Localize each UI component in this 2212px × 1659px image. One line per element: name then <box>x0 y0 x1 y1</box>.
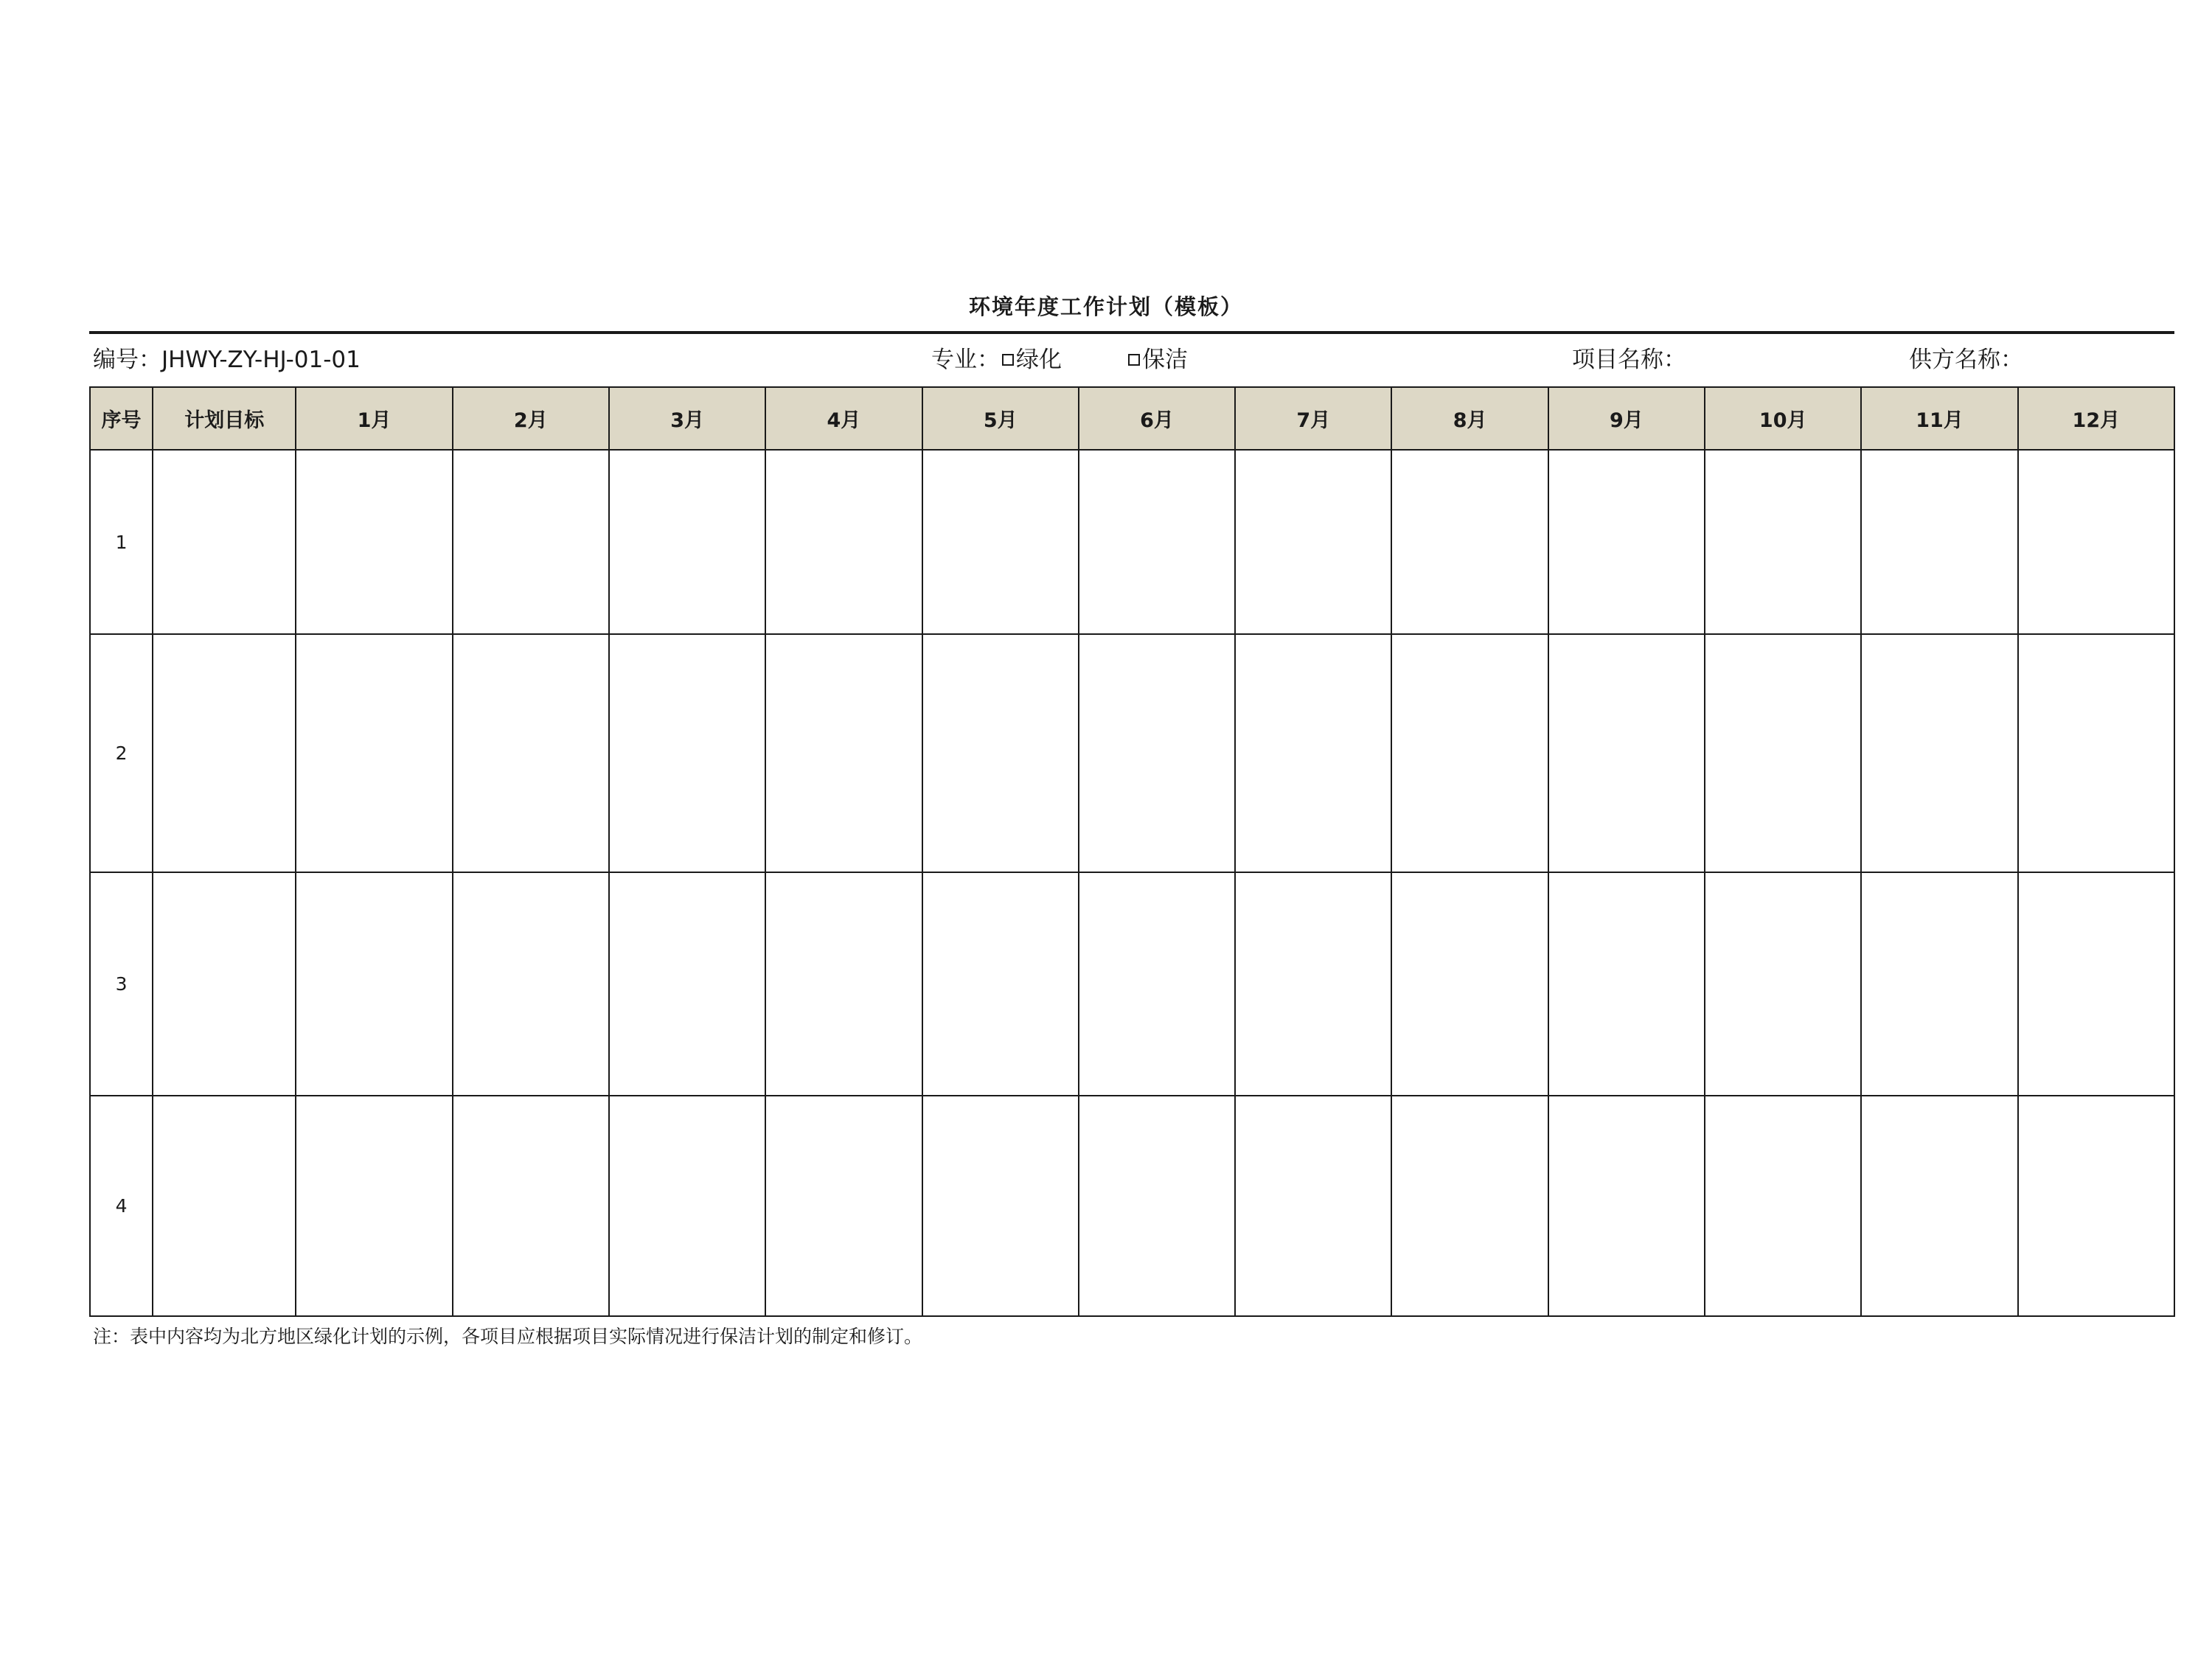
month-cell[interactable] <box>1705 450 1861 634</box>
month-cell[interactable] <box>765 450 922 634</box>
header-month-5: 5月 <box>922 387 1079 450</box>
month-cell[interactable] <box>1235 872 1391 1096</box>
table-row <box>90 634 2174 872</box>
cleaning-field <box>1126 345 1188 375</box>
greening-checkbox[interactable] <box>1002 354 1014 366</box>
month-cell[interactable] <box>922 872 1079 1096</box>
plan-target-cell[interactable] <box>153 450 296 634</box>
supplier-name-label: 供方名称： <box>1909 347 2023 373</box>
month-cell[interactable] <box>1235 634 1391 872</box>
header-month-7: 7月 <box>1235 387 1391 450</box>
greening-option-label: 绿化 <box>1016 347 1062 373</box>
month-cell[interactable] <box>1079 634 1235 872</box>
month-cell[interactable] <box>296 634 452 872</box>
supplier-name-field <box>1909 345 2023 375</box>
month-cell[interactable] <box>2018 872 2174 1096</box>
row-seq: 1 <box>90 450 153 634</box>
month-cell[interactable] <box>1705 634 1861 872</box>
plan-target-cell[interactable] <box>153 634 296 872</box>
month-cell[interactable] <box>1235 450 1391 634</box>
month-cell[interactable] <box>296 1096 452 1316</box>
header-month-10: 10月 <box>1705 387 1861 450</box>
month-cell[interactable] <box>1079 1096 1235 1316</box>
header-month-2: 2月 <box>453 387 609 450</box>
header-month-1: 1月 <box>296 387 452 450</box>
project-name-field <box>1572 345 1686 375</box>
month-cell[interactable] <box>296 450 452 634</box>
month-cell[interactable] <box>922 450 1079 634</box>
header-month-8: 8月 <box>1391 387 1548 450</box>
month-cell[interactable] <box>453 634 609 872</box>
table-header-row <box>90 387 2174 450</box>
month-cell[interactable] <box>1861 450 2017 634</box>
row-seq: 4 <box>90 1096 153 1316</box>
header-month-11: 11月 <box>1861 387 2017 450</box>
header-month-3: 3月 <box>609 387 765 450</box>
table-footnote: 注：表中内容均为北方地区绿化计划的示例，各项目应根据项目实际情况进行保洁计划的制定和修订。 <box>93 1326 923 1347</box>
project-name-label: 项目名称： <box>1572 347 1686 373</box>
month-cell[interactable] <box>1861 872 2017 1096</box>
month-cell[interactable] <box>765 634 922 872</box>
plan-table <box>89 386 2175 1317</box>
month-cell[interactable] <box>1391 1096 1548 1316</box>
month-cell[interactable] <box>765 1096 922 1316</box>
plan-target-cell[interactable] <box>153 1096 296 1316</box>
month-cell[interactable] <box>1861 1096 2017 1316</box>
month-cell[interactable] <box>609 634 765 872</box>
header-month-6: 6月 <box>1079 387 1235 450</box>
month-cell[interactable] <box>1235 1096 1391 1316</box>
table-row <box>90 450 2174 634</box>
month-cell[interactable] <box>1391 634 1548 872</box>
month-cell[interactable] <box>1391 872 1548 1096</box>
header-seq: 序号 <box>90 387 153 450</box>
row-seq: 3 <box>90 872 153 1096</box>
month-cell[interactable] <box>2018 634 2174 872</box>
row-seq: 2 <box>90 634 153 872</box>
month-cell[interactable] <box>1079 872 1235 1096</box>
header-plan-target: 计划目标 <box>153 387 296 450</box>
code-field <box>93 345 361 375</box>
title-divider <box>89 331 2174 334</box>
month-cell[interactable] <box>1548 872 1705 1096</box>
month-cell[interactable] <box>453 1096 609 1316</box>
month-cell[interactable] <box>2018 450 2174 634</box>
month-cell[interactable] <box>453 450 609 634</box>
document-title: 环境年度工作计划（模板） <box>968 294 1243 319</box>
month-cell[interactable] <box>922 634 1079 872</box>
month-cell[interactable] <box>296 872 452 1096</box>
month-cell[interactable] <box>1548 450 1705 634</box>
code-label: 编号： <box>93 347 161 373</box>
cleaning-option-label: 保洁 <box>1142 347 1188 373</box>
month-cell[interactable] <box>1705 872 1861 1096</box>
cleaning-checkbox[interactable] <box>1128 354 1140 366</box>
header-month-12: 12月 <box>2018 387 2174 450</box>
month-cell[interactable] <box>609 1096 765 1316</box>
month-cell[interactable] <box>922 1096 1079 1316</box>
table-row <box>90 872 2174 1096</box>
header-month-9: 9月 <box>1548 387 1705 450</box>
table-row <box>90 1096 2174 1316</box>
month-cell[interactable] <box>2018 1096 2174 1316</box>
month-cell[interactable] <box>1548 1096 1705 1316</box>
header-month-4: 4月 <box>765 387 922 450</box>
month-cell[interactable] <box>453 872 609 1096</box>
month-cell[interactable] <box>609 872 765 1096</box>
month-cell[interactable] <box>1548 634 1705 872</box>
plan-target-cell[interactable] <box>153 872 296 1096</box>
month-cell[interactable] <box>1391 450 1548 634</box>
specialty-label: 专业： <box>931 347 1000 373</box>
code-value: JHWY-ZY-HJ-01-01 <box>161 347 361 373</box>
month-cell[interactable] <box>1861 634 2017 872</box>
month-cell[interactable] <box>1705 1096 1861 1316</box>
month-cell[interactable] <box>609 450 765 634</box>
month-cell[interactable] <box>765 872 922 1096</box>
specialty-field <box>931 345 1062 375</box>
month-cell[interactable] <box>1079 450 1235 634</box>
